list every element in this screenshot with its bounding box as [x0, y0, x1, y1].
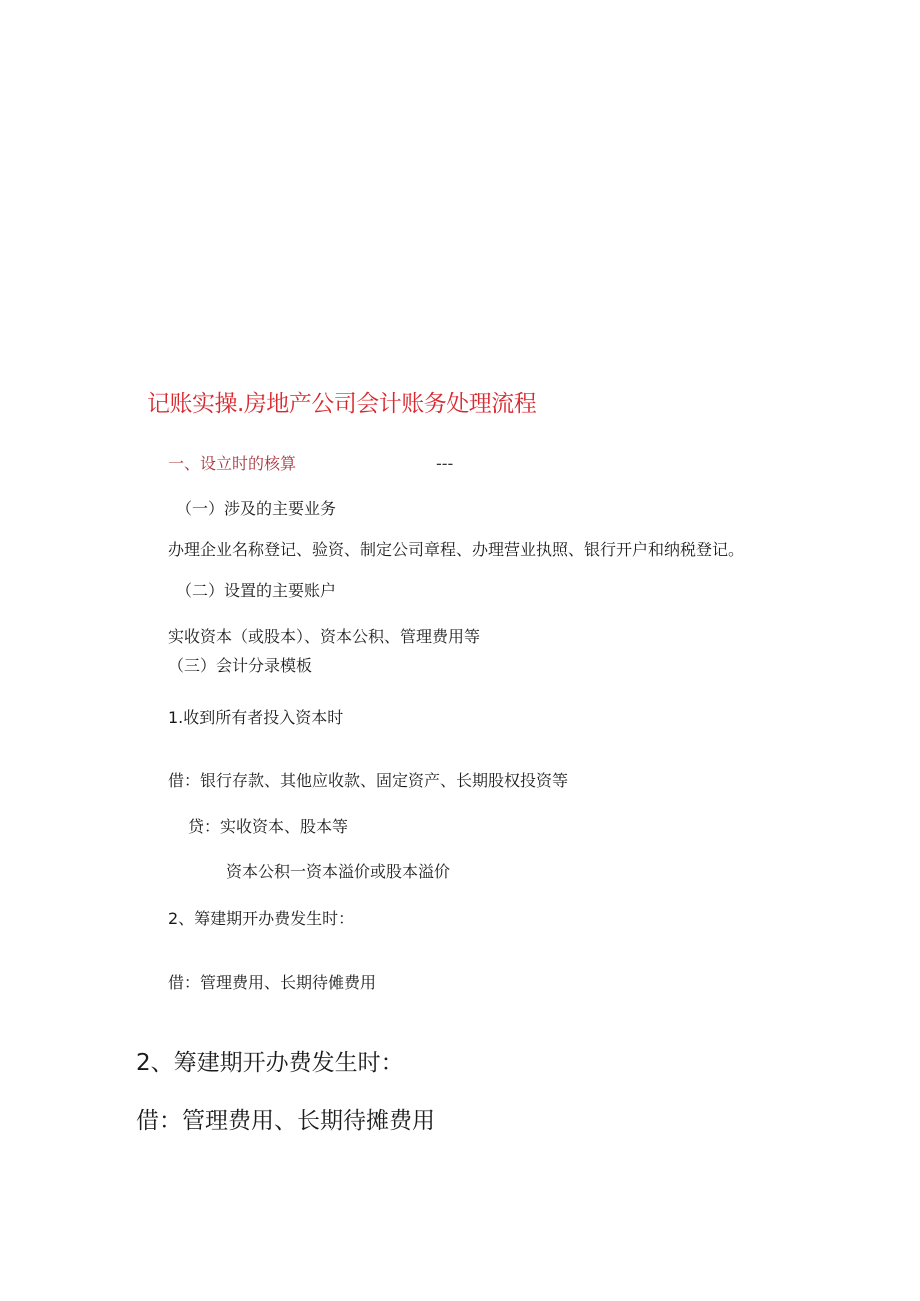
entry-2-debit: 借：管理费用、长期待傩费用	[168, 973, 377, 992]
subsection-1-body: 办理企业名称登记、验资、制定公司章程、办理营业执照、银行开户和纳税登记。	[168, 540, 745, 559]
section-heading-suffix: ---	[436, 454, 454, 473]
repeat-entry-2-debit: 借：管理费用、长期待摊费用	[136, 1108, 435, 1134]
section-heading: 一、设立时的核算	[168, 454, 297, 473]
repeat-entry-2-title: 2、筹建期开办费发生时：	[136, 1050, 404, 1076]
entry-1-title: 1.收到所有者投入资本时	[168, 708, 344, 727]
entry-1-credit: 贷：实收资本、股本等	[188, 817, 349, 836]
subsection-2-heading: （二）设置的主要账户	[176, 581, 337, 600]
document-title: 记账实操.房地产公司会计账务处理流程	[147, 391, 537, 417]
subsection-2-body: 实收资本（或股本）、资本公积、管理费用等	[168, 627, 481, 646]
entry-2-title: 2、筹建期开办费发生时：	[168, 909, 355, 928]
subsection-3-heading: （三）会计分录模板	[168, 656, 313, 675]
entry-1-debit: 借：银行存款、其他应收款、固定资产、长期股权投资等	[168, 771, 569, 790]
subsection-1-heading: （一）涉及的主要业务	[176, 499, 337, 518]
entry-1-credit-2: 资本公积一资本溢价或股本溢价	[226, 862, 451, 881]
